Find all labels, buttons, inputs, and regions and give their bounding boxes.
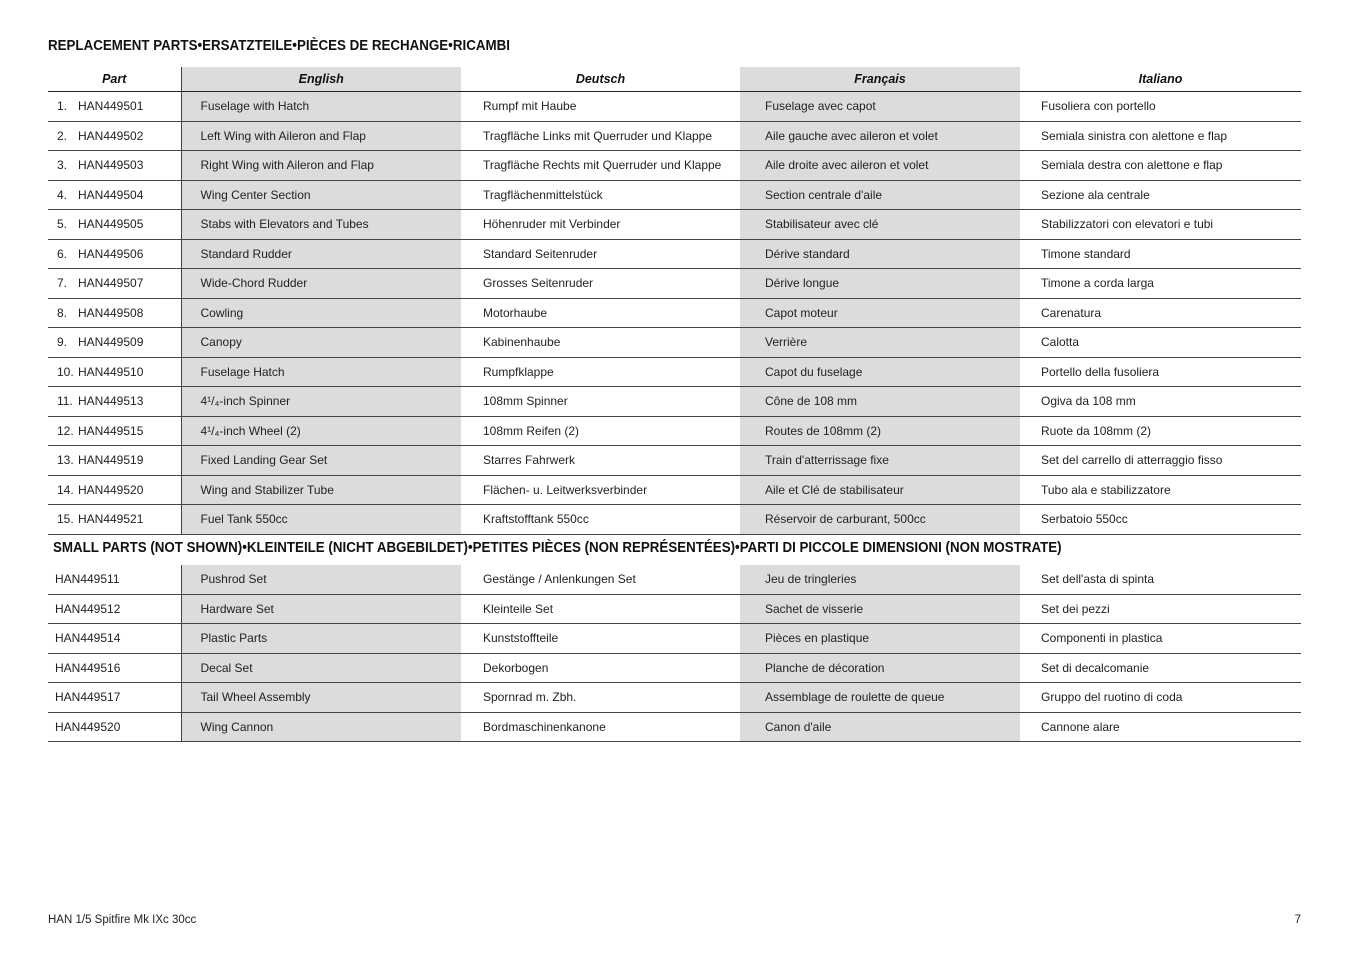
- deutsch-cell: Kabinenhaube: [461, 328, 740, 358]
- table-row: [48, 594, 1301, 624]
- col-header-francais: Français: [740, 67, 1020, 92]
- part-code: HAN449505: [78, 217, 144, 232]
- part-code: HAN449511: [48, 565, 181, 594]
- page-title: REPLACEMENT PARTS•ERSATZTEILE•PIÈCES DE RECHANGE•RICAMBI: [48, 38, 510, 54]
- part-number: 15.: [57, 512, 74, 527]
- table-row: [48, 683, 1301, 713]
- deutsch-cell: Kleinteile Set: [461, 594, 740, 624]
- italiano-cell: Calotta: [1020, 328, 1301, 358]
- italiano-cell: Semiala sinistra con alettone e flap: [1020, 121, 1301, 151]
- part-number: 6.: [57, 246, 68, 261]
- english-cell: Stabs with Elevators and Tubes: [181, 210, 461, 240]
- deutsch-cell: Bordmaschinenkanone: [461, 712, 740, 742]
- deutsch-cell: Starres Fahrwerk: [461, 446, 740, 476]
- part-number: 10.: [57, 364, 74, 379]
- table-row: [48, 712, 1301, 742]
- english-cell: Wing Cannon: [181, 712, 461, 742]
- francais-cell: Planche de décoration: [740, 653, 1020, 683]
- part-code: HAN449503: [78, 158, 144, 173]
- english-cell: 4¹/₄-inch Spinner: [181, 387, 461, 417]
- italiano-cell: Set del carrello di atterraggio fisso: [1020, 446, 1301, 476]
- part-code: HAN449508: [78, 305, 144, 320]
- part-number: 5.: [57, 217, 68, 232]
- english-cell: Tail Wheel Assembly: [181, 683, 461, 713]
- francais-cell: Aile et Clé de stabilisateur: [740, 475, 1020, 505]
- italiano-cell: Stabilizzatori con elevatori e tubi: [1020, 210, 1301, 240]
- francais-cell: Dérive standard: [740, 239, 1020, 269]
- italiano-cell: Ruote da 108mm (2): [1020, 416, 1301, 446]
- francais-cell: Fuselage avec capot: [740, 92, 1020, 122]
- francais-cell: Stabilisateur avec clé: [740, 210, 1020, 240]
- italiano-cell: Gruppo del ruotino di coda: [1020, 683, 1301, 713]
- part-number: 1.: [57, 99, 68, 114]
- english-cell: Wide-Chord Rudder: [181, 269, 461, 299]
- english-cell: Standard Rudder: [181, 239, 461, 269]
- francais-cell: Réservoir de carburant, 500cc: [740, 505, 1020, 535]
- english-cell: Fuselage with Hatch: [181, 92, 461, 122]
- english-cell: Fixed Landing Gear Set: [181, 446, 461, 476]
- part-code: HAN449520: [48, 712, 181, 742]
- deutsch-cell: Spornrad m. Zbh.: [461, 683, 740, 713]
- part-number: 2.: [57, 128, 68, 143]
- italiano-cell: Set dei pezzi: [1020, 594, 1301, 624]
- table-row: [48, 239, 1301, 269]
- part-code: HAN449506: [78, 246, 144, 261]
- part-code: HAN449520: [78, 482, 144, 497]
- part-code: HAN449504: [78, 187, 144, 202]
- english-cell: Plastic Parts: [181, 624, 461, 654]
- francais-cell: Cône de 108 mm: [740, 387, 1020, 417]
- francais-cell: Sachet de visserie: [740, 594, 1020, 624]
- italiano-cell: Componenti in plastica: [1020, 624, 1301, 654]
- part-code: HAN449516: [48, 653, 181, 683]
- part-cell: [48, 416, 181, 446]
- part-cell: [48, 151, 181, 181]
- francais-cell: Assemblage de roulette de queue: [740, 683, 1020, 713]
- deutsch-cell: Flächen- u. Leitwerksverbinder: [461, 475, 740, 505]
- deutsch-cell: Tragflächenmittelstück: [461, 180, 740, 210]
- table-header-row: [48, 67, 1301, 92]
- part-code: HAN449519: [78, 453, 144, 468]
- francais-cell: Train d'atterrissage fixe: [740, 446, 1020, 476]
- table-row: [48, 121, 1301, 151]
- deutsch-cell: Höhenruder mit Verbinder: [461, 210, 740, 240]
- part-number: 14.: [57, 482, 74, 497]
- replacement-parts-table: [48, 67, 1301, 535]
- deutsch-cell: Tragfläche Links mit Querruder und Klappe: [461, 121, 740, 151]
- small-parts-title: SMALL PARTS (NOT SHOWN)•KLEINTEILE (NICHT ABGEBILDET)•PETITES PIÈCES (NON REPRÉSENTÉES)•PARTI DI PICCOLE DIMENSIONI (NON MOSTRATE): [53, 540, 1062, 556]
- part-code: HAN449509: [78, 335, 144, 350]
- part-number: 8.: [57, 305, 68, 320]
- deutsch-cell: Tragfläche Rechts mit Querruder und Klappe: [461, 151, 740, 181]
- part-cell: [48, 269, 181, 299]
- italiano-cell: Portello della fusoliera: [1020, 357, 1301, 387]
- table-row: [48, 269, 1301, 299]
- col-header-deutsch: Deutsch: [461, 67, 740, 92]
- english-cell: Hardware Set: [181, 594, 461, 624]
- english-cell: Canopy: [181, 328, 461, 358]
- part-number: 12.: [57, 423, 74, 438]
- deutsch-cell: Rumpfklappe: [461, 357, 740, 387]
- page-number: 7: [1294, 914, 1301, 926]
- part-code: HAN449502: [78, 128, 144, 143]
- part-cell: [48, 357, 181, 387]
- deutsch-cell: 108mm Spinner: [461, 387, 740, 417]
- english-cell: Left Wing with Aileron and Flap: [181, 121, 461, 151]
- francais-cell: Aile gauche avec aileron et volet: [740, 121, 1020, 151]
- table-row: [48, 505, 1301, 535]
- english-cell: Fuselage Hatch: [181, 357, 461, 387]
- english-cell: Fuel Tank 550cc: [181, 505, 461, 535]
- english-cell: Right Wing with Aileron and Flap: [181, 151, 461, 181]
- part-code: HAN449501: [78, 99, 144, 114]
- francais-cell: Section centrale d'aile: [740, 180, 1020, 210]
- part-code: HAN449514: [48, 624, 181, 654]
- part-code: HAN449510: [78, 364, 144, 379]
- deutsch-cell: Grosses Seitenruder: [461, 269, 740, 299]
- francais-cell: Capot moteur: [740, 298, 1020, 328]
- table-row: [48, 446, 1301, 476]
- francais-cell: Aile droite avec aileron et volet: [740, 151, 1020, 181]
- part-cell: [48, 239, 181, 269]
- part-number: 13.: [57, 453, 74, 468]
- part-code: HAN449512: [48, 594, 181, 624]
- part-number: 9.: [57, 335, 68, 350]
- francais-cell: Routes de 108mm (2): [740, 416, 1020, 446]
- italiano-cell: Timone standard: [1020, 239, 1301, 269]
- deutsch-cell: Kraftstofftank 550cc: [461, 505, 740, 535]
- part-code: HAN449513: [78, 394, 144, 409]
- deutsch-cell: 108mm Reifen (2): [461, 416, 740, 446]
- italiano-cell: Cannone alare: [1020, 712, 1301, 742]
- italiano-cell: Ogiva da 108 mm: [1020, 387, 1301, 417]
- part-number: 7.: [57, 276, 68, 291]
- deutsch-cell: Dekorbogen: [461, 653, 740, 683]
- table-row: [48, 387, 1301, 417]
- part-cell: [48, 475, 181, 505]
- deutsch-cell: Motorhaube: [461, 298, 740, 328]
- table-row: [48, 416, 1301, 446]
- francais-cell: Dérive longue: [740, 269, 1020, 299]
- table-row: [48, 624, 1301, 654]
- francais-cell: Capot du fuselage: [740, 357, 1020, 387]
- italiano-cell: Tubo ala e stabilizzatore: [1020, 475, 1301, 505]
- english-cell: Cowling: [181, 298, 461, 328]
- part-cell: [48, 121, 181, 151]
- col-header-part: Part: [48, 67, 181, 92]
- francais-cell: Canon d'aile: [740, 712, 1020, 742]
- deutsch-cell: Gestänge / Anlenkungen Set: [461, 565, 740, 594]
- table-row: [48, 151, 1301, 181]
- italiano-cell: Set di decalcomanie: [1020, 653, 1301, 683]
- deutsch-cell: Rumpf mit Haube: [461, 92, 740, 122]
- english-cell: Wing Center Section: [181, 180, 461, 210]
- francais-cell: Pièces en plastique: [740, 624, 1020, 654]
- italiano-cell: Semiala destra con alettone e flap: [1020, 151, 1301, 181]
- part-cell: [48, 298, 181, 328]
- col-header-italiano: Italiano: [1020, 67, 1301, 92]
- table-row: [48, 475, 1301, 505]
- deutsch-cell: Kunststoffteile: [461, 624, 740, 654]
- small-parts-table: [48, 565, 1301, 742]
- part-cell: [48, 387, 181, 417]
- italiano-cell: Sezione ala centrale: [1020, 180, 1301, 210]
- italiano-cell: Timone a corda larga: [1020, 269, 1301, 299]
- table-row: [48, 328, 1301, 358]
- deutsch-cell: Standard Seitenruder: [461, 239, 740, 269]
- table-row: [48, 180, 1301, 210]
- italiano-cell: Serbatoio 550cc: [1020, 505, 1301, 535]
- table-row: [48, 92, 1301, 122]
- part-code: HAN449515: [78, 423, 144, 438]
- footer-model-name: HAN 1/5 Spitfire Mk IXc 30cc: [48, 914, 197, 926]
- part-code: HAN449521: [78, 512, 144, 527]
- part-cell: [48, 180, 181, 210]
- part-cell: [48, 210, 181, 240]
- italiano-cell: Fusoliera con portello: [1020, 92, 1301, 122]
- francais-cell: Verrière: [740, 328, 1020, 358]
- english-cell: 4¹/₄-inch Wheel (2): [181, 416, 461, 446]
- table-row: [48, 357, 1301, 387]
- table-row: [48, 298, 1301, 328]
- part-number: 4.: [57, 187, 68, 202]
- english-cell: Decal Set: [181, 653, 461, 683]
- table-row: [48, 653, 1301, 683]
- part-cell: [48, 92, 181, 122]
- table-row: [48, 565, 1301, 594]
- francais-cell: Jeu de tringleries: [740, 565, 1020, 594]
- part-number: 11.: [57, 394, 73, 409]
- part-code: HAN449507: [78, 276, 144, 291]
- col-header-english: English: [181, 67, 461, 92]
- english-cell: Wing and Stabilizer Tube: [181, 475, 461, 505]
- italiano-cell: Set dell'asta di spinta: [1020, 565, 1301, 594]
- part-code: HAN449517: [48, 683, 181, 713]
- part-cell: [48, 505, 181, 535]
- part-cell: [48, 328, 181, 358]
- part-number: 3.: [57, 158, 68, 173]
- italiano-cell: Carenatura: [1020, 298, 1301, 328]
- table-row: [48, 210, 1301, 240]
- part-cell: [48, 446, 181, 476]
- english-cell: Pushrod Set: [181, 565, 461, 594]
